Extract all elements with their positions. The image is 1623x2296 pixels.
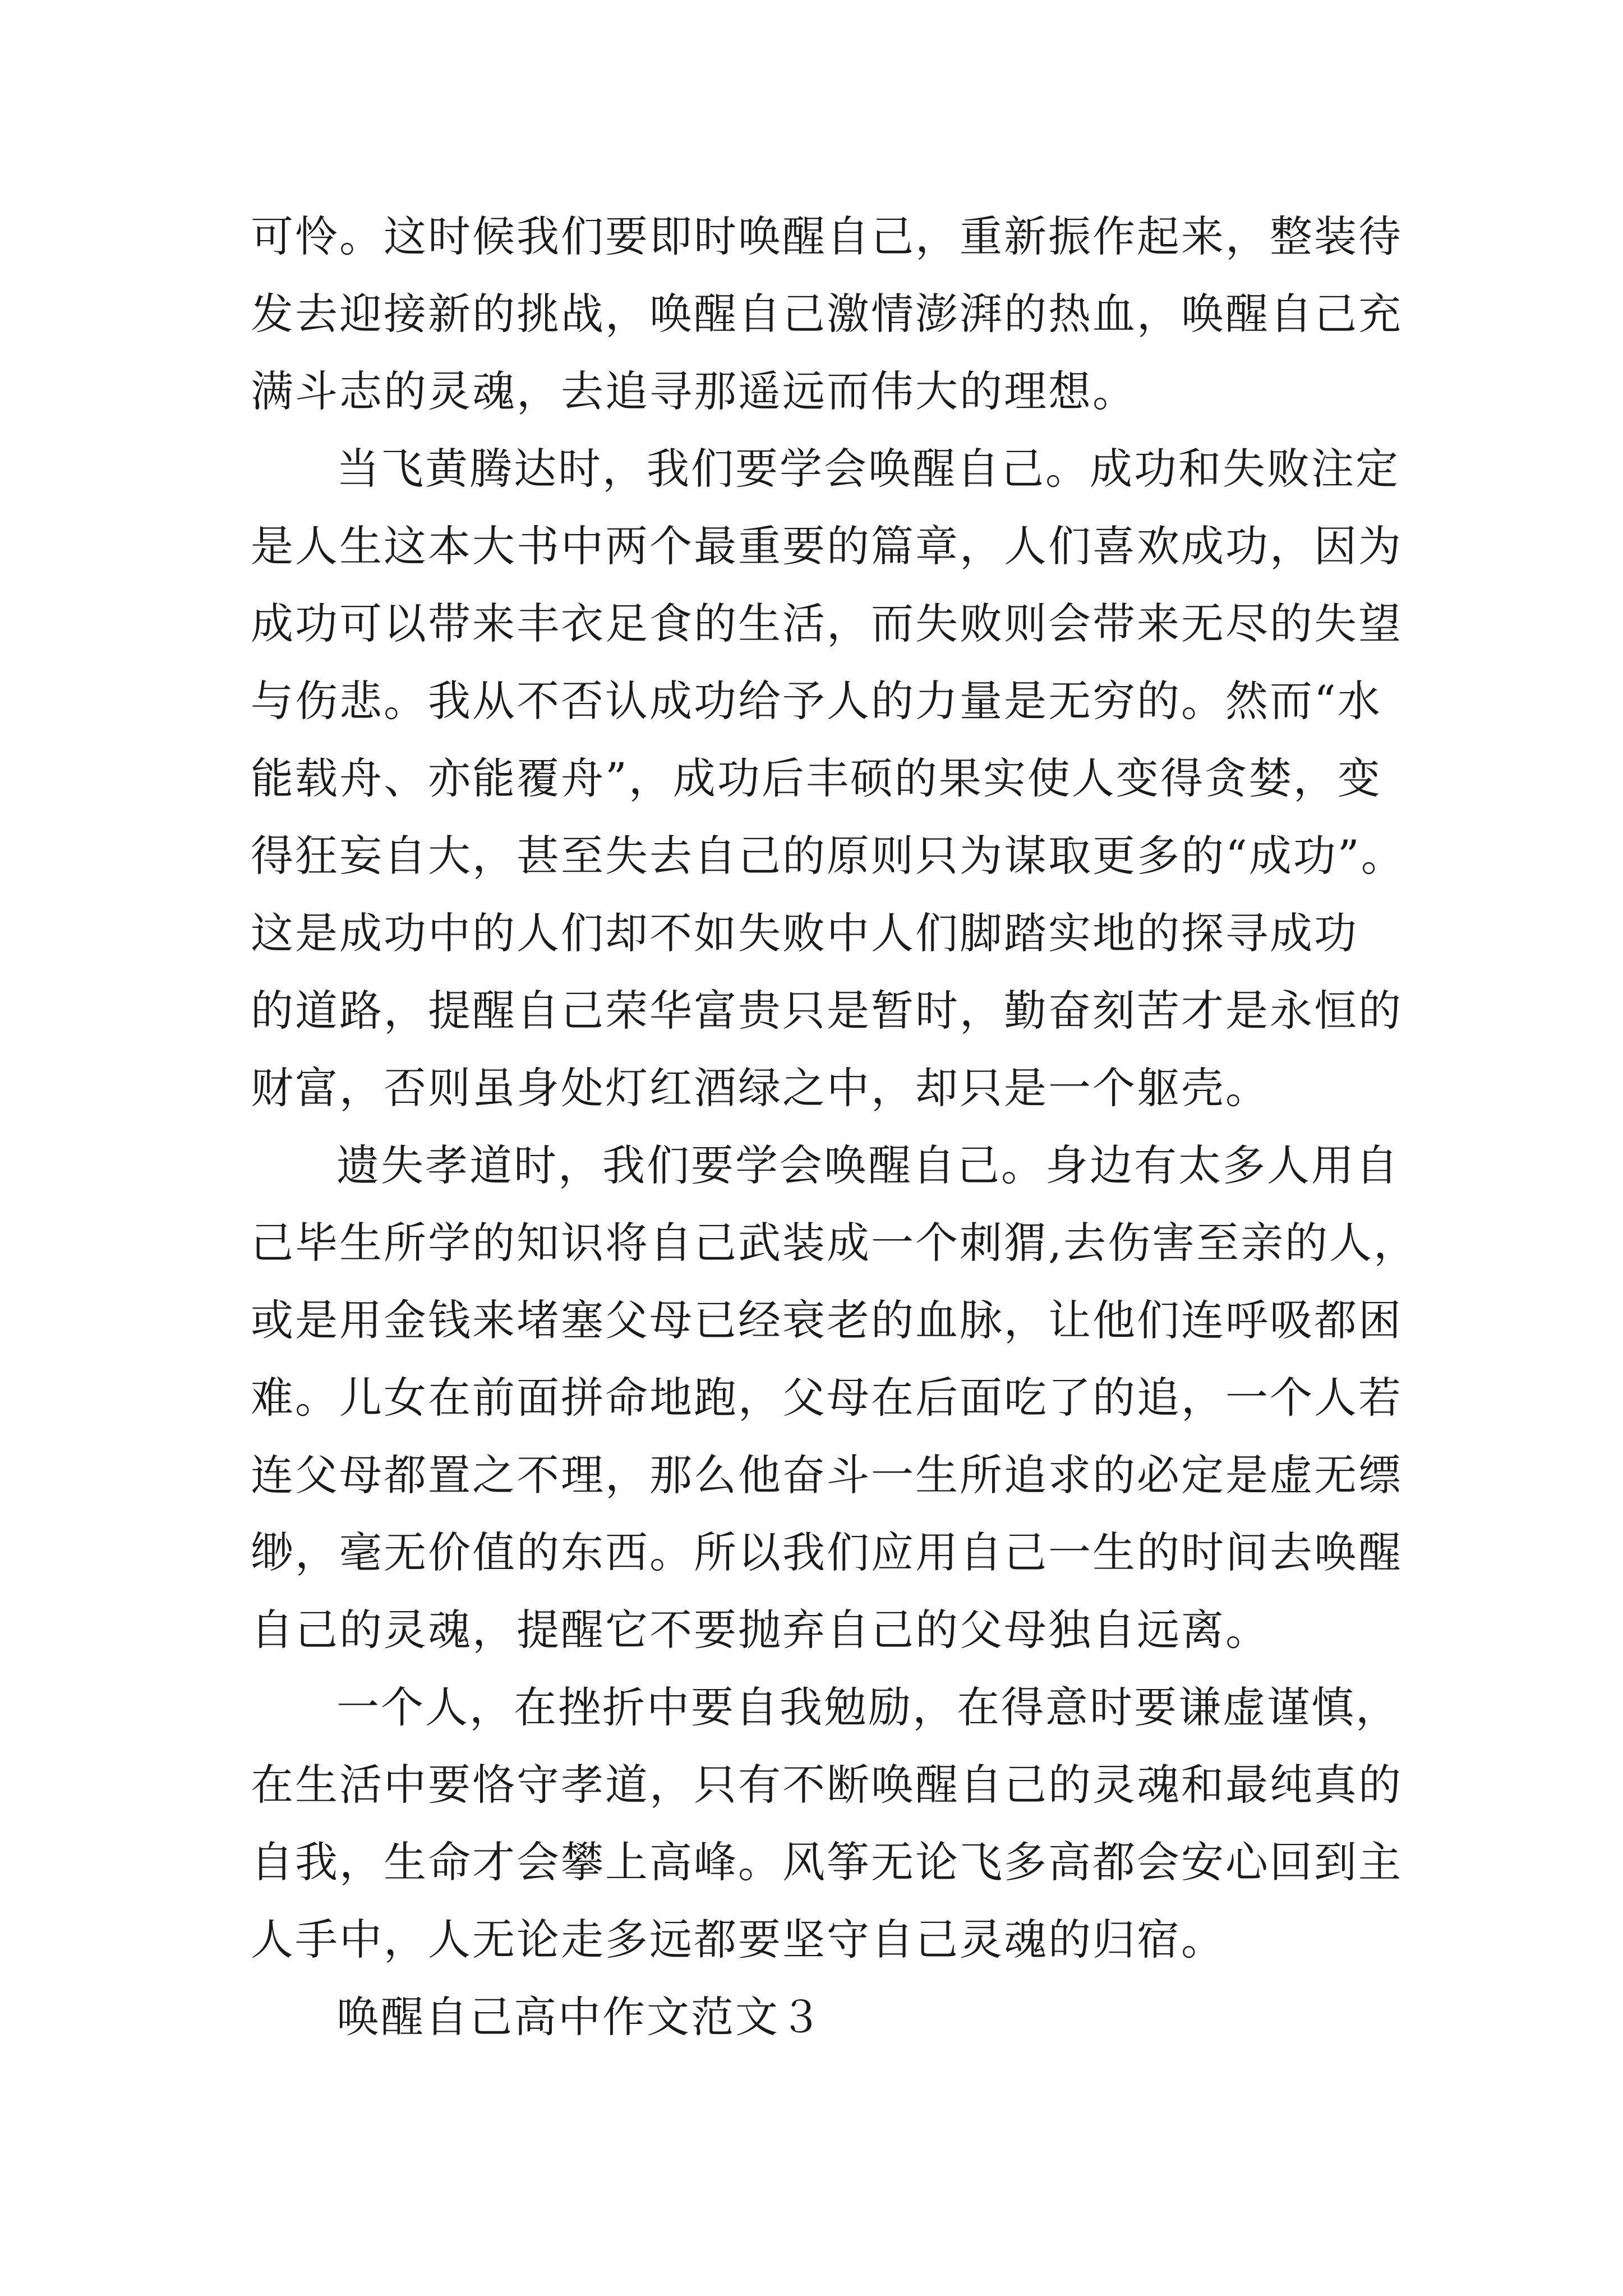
paragraph-3-line-3: 或是用金钱来堵塞父母已经衰老的血脉，让他们连呼吸都困	[251, 1295, 1403, 1345]
paragraph-3-line-7: 自己的灵魂，提醒它不要抛弃自己的父母独自远离。	[251, 1605, 1270, 1655]
section-heading: 唤醒自己高中作文范文３	[336, 1992, 824, 2042]
paragraph-3-line-5: 连父母都置之不理，那么他奋斗一生所追求的必定是虚无缥	[251, 1450, 1403, 1500]
paragraph-4-line-3: 自我，生命才会攀上高峰。风筝无论飞多高都会安心回到主	[251, 1837, 1403, 1887]
paragraph-2-line-2: 是人生这本大书中两个最重要的篇章，人们喜欢成功，因为	[251, 521, 1403, 571]
paragraph-3-line-4: 难。儿女在前面拼命地跑，父母在后面吃了的追，一个人若	[251, 1373, 1403, 1423]
paragraph-3-line-6: 缈，毫无价值的东西。所以我们应用自己一生的时间去唤醒	[251, 1527, 1403, 1577]
paragraph-2-line-7: 这是成功中的人们却不如失败中人们脚踏实地的探寻成功	[251, 908, 1358, 958]
paragraph-3-line-1: 遗失孝道时，我们要学会唤醒自己。身边有太多人用自	[336, 1140, 1400, 1190]
paragraph-3-line-2: 己毕生所学的知识将自己武装成一个刺猬,去伤害至亲的人，	[251, 1218, 1418, 1268]
paragraph-4-line-2: 在生活中要恪守孝道，只有不断唤醒自己的灵魂和最纯真的	[251, 1760, 1403, 1810]
paragraph-2-line-9: 财富，否则虽身处灯红酒绿之中，却只是一个躯壳。	[251, 1063, 1270, 1113]
paragraph-4-line-4: 人手中，人无论走多远都要坚守自己灵魂的归宿。	[251, 1915, 1225, 1964]
paragraph-4-line-1: 一个人，在挫折中要自我勉励，在得意时要谦虚谨慎，	[336, 1682, 1400, 1732]
paragraph-1-line-1: 可怜。这时候我们要即时唤醒自己，重新振作起来，整装待	[251, 211, 1403, 261]
paragraph-1-line-2: 发去迎接新的挑战，唤醒自己激情澎湃的热血，唤醒自己充	[251, 289, 1403, 339]
paragraph-2-line-5: 能载舟、亦能覆舟”，成功后丰硕的果实使人变得贪婪，变	[251, 753, 1382, 803]
paragraph-2-line-1: 当飞黄腾达时，我们要学会唤醒自己。成功和失败注定	[336, 444, 1400, 494]
paragraph-2-line-8: 的道路，提醒自己荣华富贵只是暂时，勤奋刻苦才是永恒的	[251, 986, 1403, 1036]
paragraph-2-line-4: 与伤悲。我从不否认成功给予人的力量是无穷的。然而“水	[251, 676, 1382, 726]
paragraph-1-line-3: 满斗志的灵魂，去追寻那遥远而伟大的理想。	[251, 366, 1137, 416]
paragraph-2-line-6: 得狂妄自大，甚至失去自己的原则只为谋取更多的“成功”。	[251, 831, 1405, 881]
paragraph-2-line-3: 成功可以带来丰衣足食的生活，而失败则会带来无尽的失望	[251, 599, 1403, 648]
